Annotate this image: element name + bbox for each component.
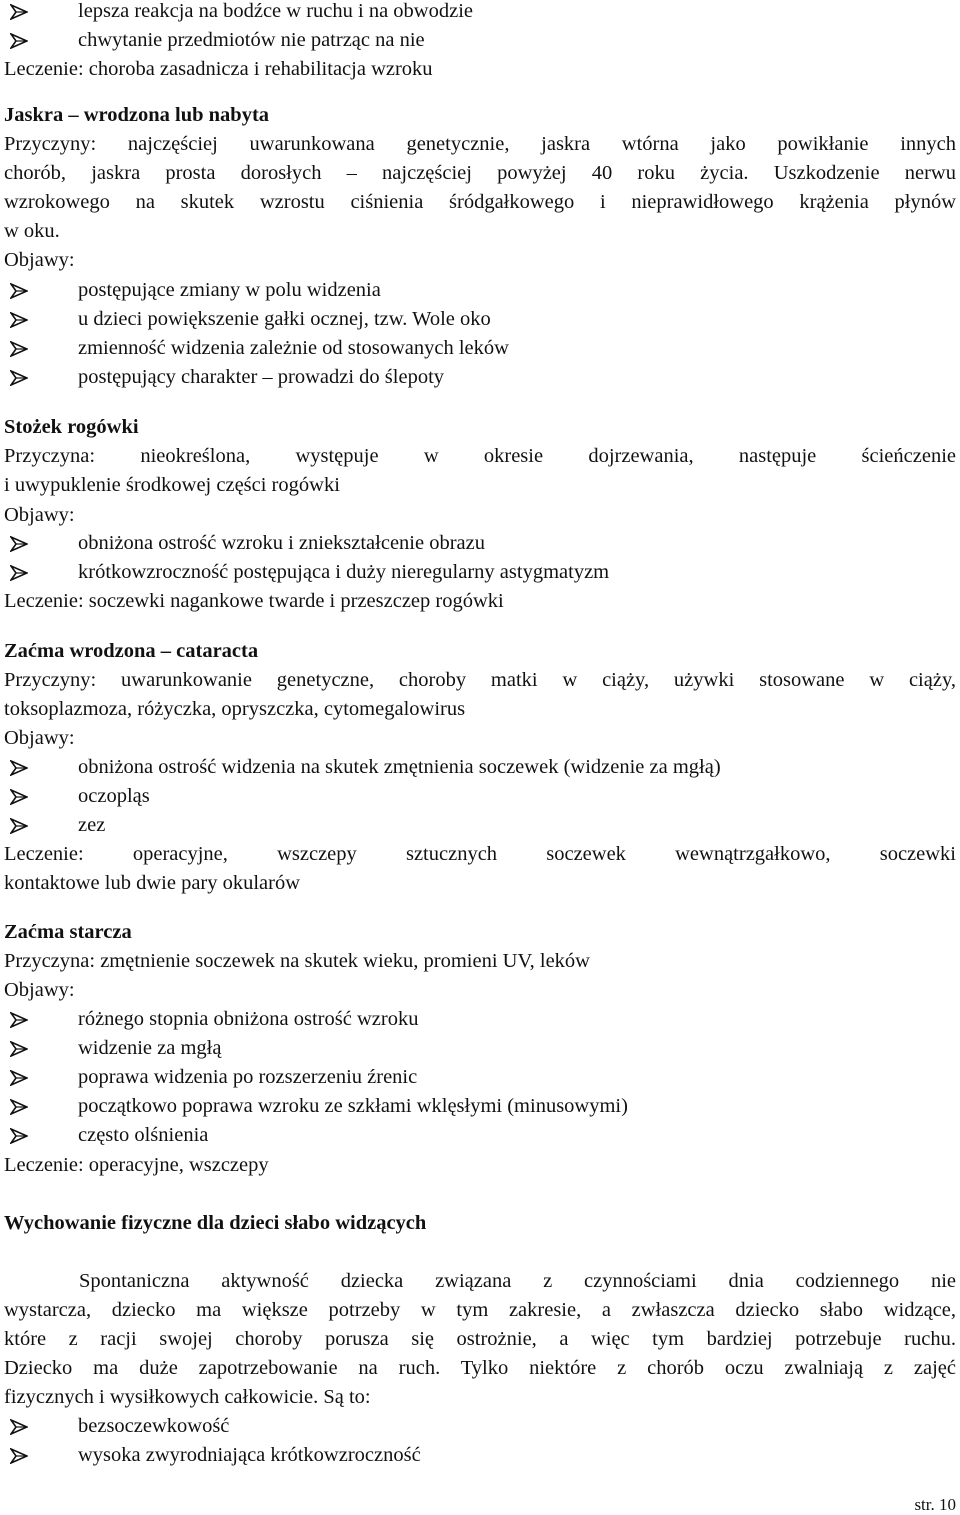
- text-line: Objawy:: [4, 727, 75, 749]
- arrow-bullet-icon: [6, 305, 32, 334]
- arrow-bullet-icon: [6, 1063, 32, 1092]
- paragraph-line: wystarcza, dziecko ma większe potrzeby w tym zakresie, a zwłaszcza dziecko słabo widzące,: [4, 1299, 956, 1321]
- paragraph-line: Leczenie: operacyjne, wszczepy sztucznych soczewek wewnątrzgałkowo, soczewki: [4, 843, 956, 865]
- arrow-bullet-icon: [6, 0, 32, 26]
- bullet-item: [0, 1121, 952, 1150]
- section-heading: Wychowanie fizyczne dla dzieci słabo widzących: [4, 1212, 427, 1234]
- section-heading: Stożek rogówki: [4, 416, 139, 438]
- text-line: Przyczyna: zmętnienie soczewek na skutek wieku, promieni UV, leków: [4, 950, 590, 972]
- bullet-item: [0, 26, 952, 55]
- paragraph-line: które z racji swojej choroby porusza się ostrożnie, a więc tym bardziej potrzebuje ruchu.: [4, 1328, 956, 1350]
- bullet-item: [0, 0, 952, 26]
- bullet-item: [0, 753, 952, 782]
- bullet-item: [0, 1063, 952, 1092]
- bullet-item: [0, 1412, 952, 1441]
- paragraph-line: chorób, jaskra prosta dorosłych – najczęściej powyżej 40 roku życia. Uszkodzenie nerwu: [4, 162, 956, 184]
- arrow-bullet-icon: [6, 1034, 32, 1063]
- text-line: toksoplazmoza, różyczka, opryszczka, cytomegalowirus: [4, 698, 466, 720]
- bullet-text: często olśnienia: [78, 1124, 209, 1146]
- bullet-text: u dzieci powiększenie gałki ocznej, tzw. Wole oko: [78, 308, 491, 330]
- paragraph-line: Dziecko ma duże zapotrzebowanie na ruch. Tylko niektóre z chorób oczu zwalniają z zajęć: [4, 1357, 956, 1379]
- bullet-text: poprawa widzenia po rozszerzeniu źrenic: [78, 1066, 418, 1088]
- arrow-bullet-icon: [6, 1092, 32, 1121]
- bullet-text: wysoka zwyrodniająca krótkowzroczność: [78, 1444, 421, 1466]
- text-line: Objawy:: [4, 249, 75, 271]
- section-heading: Zaćma starcza: [4, 921, 132, 943]
- paragraph-line: Przyczyna: nieokreślona, występuje w okresie dojrzewania, następuje ścieńczenie: [4, 445, 956, 467]
- bullet-text: oczopląs: [78, 785, 150, 807]
- bullet-text: obniżona ostrość widzenia na skutek zmętnienia soczewek (widzenie za mgłą): [78, 756, 721, 778]
- bullet-text: krótkowzroczność postępująca i duży nieregularny astygmatyzm: [78, 561, 610, 583]
- arrow-bullet-icon: [6, 558, 32, 587]
- bullet-item: [0, 276, 952, 305]
- bullet-text: zmienność widzenia zależnie od stosowanych leków: [78, 337, 509, 359]
- bullet-item: [0, 305, 952, 334]
- bullet-item: [0, 1034, 952, 1063]
- bullet-item: [0, 363, 952, 392]
- paragraph-line: Przyczyny: uwarunkowanie genetyczne, choroby matki w ciąży, używki stosowane w ciąży,: [4, 669, 956, 691]
- text-line: fizycznych i wysiłkowych całkowicie. Są to:: [4, 1386, 371, 1408]
- text-line: kontaktowe lub dwie pary okularów: [4, 872, 301, 894]
- arrow-bullet-icon: [6, 363, 32, 392]
- page-number: str. 10: [914, 1495, 956, 1514]
- bullet-text: różnego stopnia obniżona ostrość wzroku: [78, 1008, 419, 1030]
- text-line: Leczenie: operacyjne, wszczepy: [4, 1154, 269, 1176]
- section-heading: Zaćma wrodzona – cataracta: [4, 640, 259, 662]
- arrow-bullet-icon: [6, 334, 32, 363]
- arrow-bullet-icon: [6, 1005, 32, 1034]
- bullet-item: [0, 558, 952, 587]
- text-line: w oku.: [4, 220, 60, 242]
- bullet-text: postępujący charakter – prowadzi do ślepoty: [78, 366, 445, 388]
- arrow-bullet-icon: [6, 1121, 32, 1150]
- arrow-bullet-icon: [6, 811, 32, 840]
- arrow-bullet-icon: [6, 26, 32, 55]
- paragraph-line: Spontaniczna aktywność dziecka związana z czynnościami dnia codziennego nie: [79, 1270, 956, 1292]
- bullet-text: zez: [78, 814, 106, 836]
- text-line: i uwypuklenie środkowej części rogówki: [4, 474, 340, 496]
- bullet-item: [0, 1005, 952, 1034]
- text-line: Leczenie: choroba zasadnicza i rehabilitacja wzroku: [4, 58, 433, 80]
- paragraph-line: Przyczyny: najczęściej uwarunkowana genetycznie, jaskra wtórna jako powikłanie innych: [4, 133, 956, 155]
- bullet-text: widzenie za mgłą: [78, 1037, 222, 1059]
- bullet-item: [0, 1441, 952, 1470]
- text-line: Objawy:: [4, 504, 75, 526]
- arrow-bullet-icon: [6, 753, 32, 782]
- arrow-bullet-icon: [6, 276, 32, 305]
- bullet-text: lepsza reakcja na bodźce w ruchu i na obwodzie: [78, 0, 474, 22]
- paragraph-line: wzrokowego na skutek wzrostu ciśnienia śródgałkowego i nieprawidłowego krążenia płynów: [4, 191, 956, 213]
- bullet-text: bezsoczewkowość: [78, 1415, 230, 1437]
- bullet-text: chwytanie przedmiotów nie patrząc na nie: [78, 29, 425, 51]
- bullet-text: obniżona ostrość wzroku i zniekształcenie obrazu: [78, 532, 485, 554]
- bullet-item: [0, 811, 952, 840]
- bullet-item: [0, 334, 952, 363]
- bullet-item: [0, 529, 952, 558]
- arrow-bullet-icon: [6, 782, 32, 811]
- text-line: Leczenie: soczewki nagankowe twarde i przeszczep rogówki: [4, 590, 504, 612]
- bullet-item: [0, 1092, 952, 1121]
- arrow-bullet-icon: [6, 1412, 32, 1441]
- bullet-text: postępujące zmiany w polu widzenia: [78, 279, 381, 301]
- arrow-bullet-icon: [6, 529, 32, 558]
- bullet-item: [0, 782, 952, 811]
- bullet-text: początkowo poprawa wzroku ze szkłami wklęsłymi (minusowymi): [78, 1095, 628, 1117]
- text-line: Objawy:: [4, 979, 75, 1001]
- arrow-bullet-icon: [6, 1441, 32, 1470]
- section-heading: Jaskra – wrodzona lub nabyta: [4, 104, 270, 126]
